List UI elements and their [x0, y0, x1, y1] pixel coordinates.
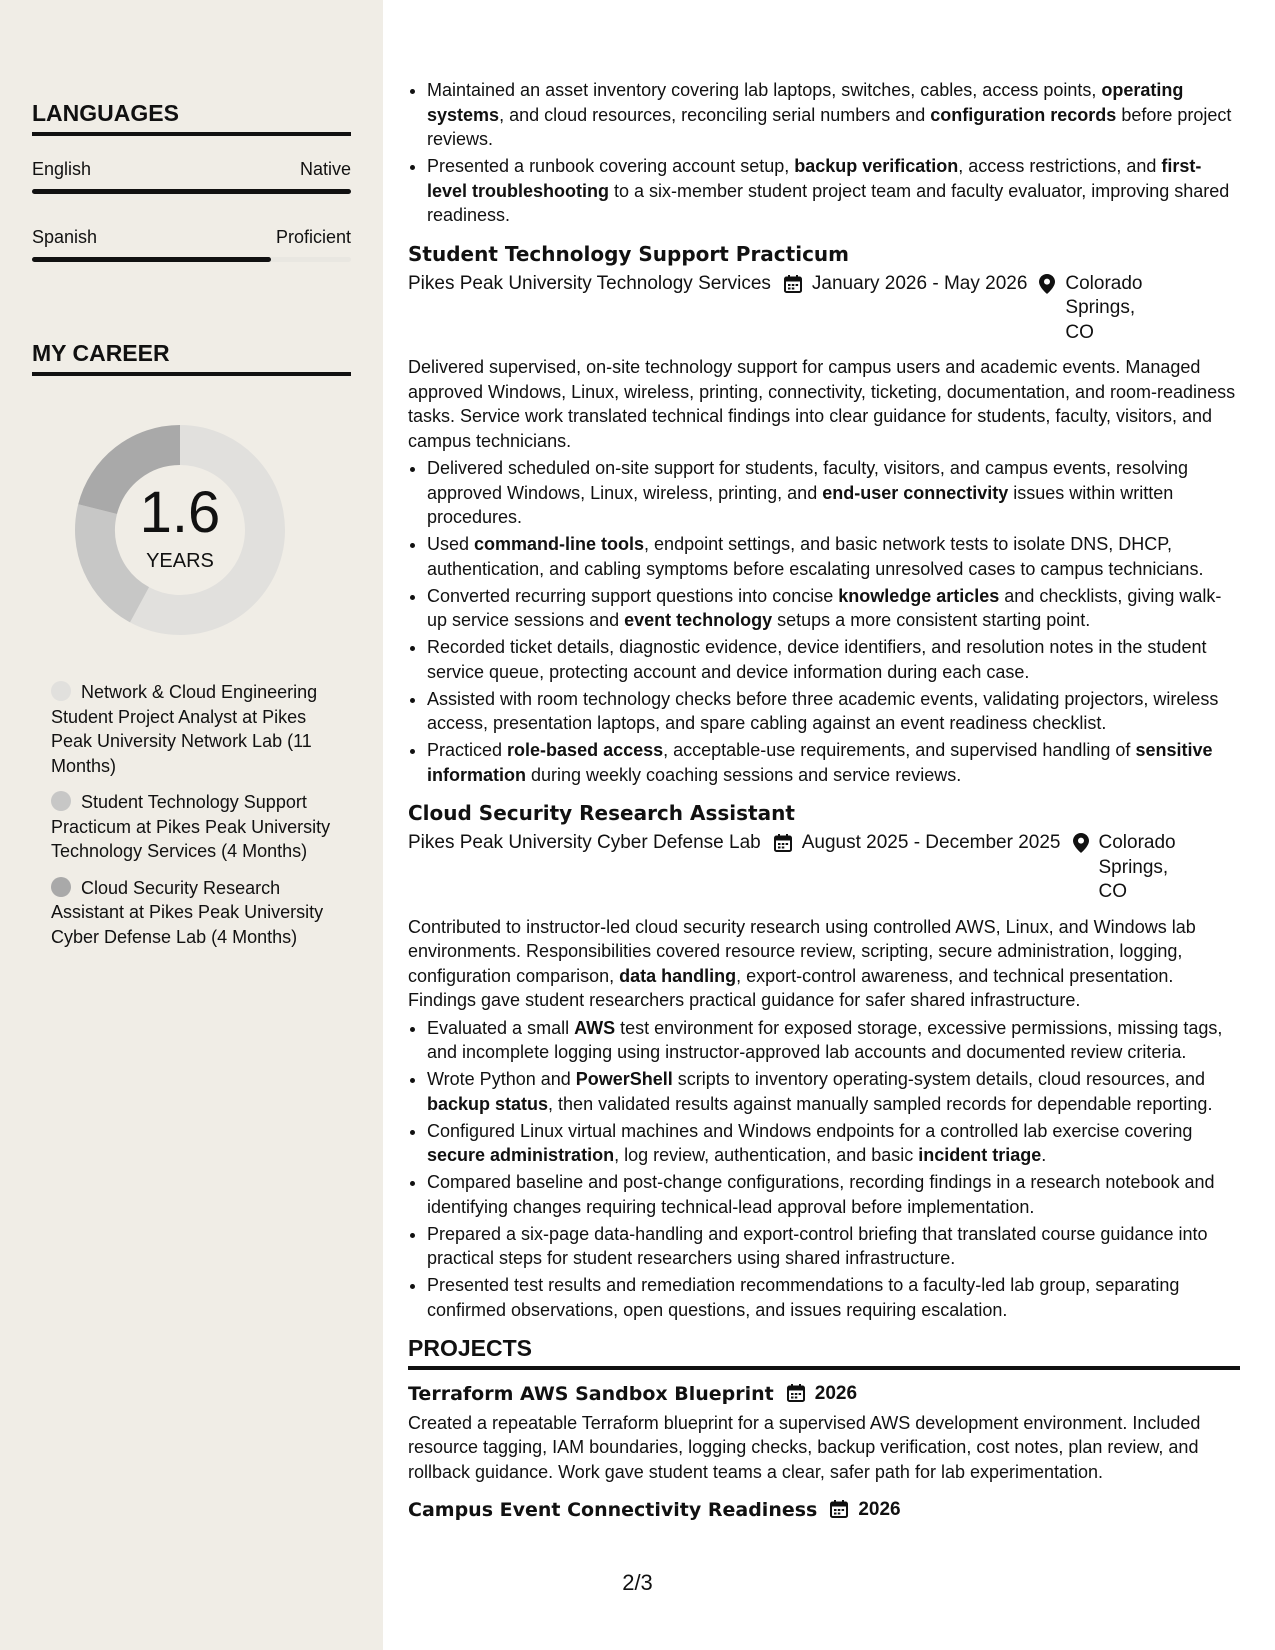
project-entry — [408, 1382, 1240, 1485]
job-location: Colorado Springs, CO — [1073, 831, 1189, 905]
project-title-row — [408, 1498, 1240, 1522]
continued-bullet-list — [408, 78, 1240, 228]
bullet-item: • Converted recurring support questions into concise knowledge articles and checklists, giving walk-up service sessions and event technology setups a more consistent starting point. — [427, 584, 1240, 633]
languages-heading: LANGUAGES — [32, 100, 351, 136]
main-content — [408, 78, 1240, 1527]
language-level: Proficient — [275, 227, 351, 247]
career-heading: MY CAREER — [32, 340, 351, 376]
job-bullet-list — [408, 1016, 1240, 1323]
job-dates: January 2026 - May 2026 — [783, 272, 1027, 346]
project-title-row — [408, 1382, 1240, 1406]
job-title: Cloud Security Research Assistant — [408, 801, 795, 825]
legend-dot-icon — [51, 877, 71, 897]
project-description: Created a repeatable Terraform blueprint for a supervised AWS development environment. Included resource tagging, IAM boundaries, logging checks, backup verification, cost notes, plan review, and rollback guidance. Work gave student teams a clear, safer path for lab experimentation. — [408, 1412, 1201, 1482]
project-name: Campus Event Connectivity Readiness — [408, 1499, 818, 1521]
job-meta — [408, 831, 1240, 905]
language-english — [32, 158, 351, 194]
projects-heading: PROJECTS — [408, 1336, 1240, 1370]
calendar-icon — [829, 1499, 849, 1519]
job-bullet-list — [408, 456, 1240, 787]
job-title: Student Technology Support Practicum — [408, 241, 850, 266]
language-name: Spanish — [32, 227, 98, 247]
bullet-item: • Presented test results and remediation recommendations to a faculty-led lab group, separating confirmed observations, open questions, and issues requiring escalation. — [427, 1273, 1240, 1322]
bullet-item: • Maintained an asset inventory covering lab laptops, switches, cables, access points, operating systems, and cloud resources, reconciling serial numbers and configuration records before project reviews. — [427, 78, 1240, 152]
calendar-icon — [786, 1383, 806, 1403]
language-name: English — [32, 159, 92, 179]
career-donut-chart — [60, 410, 300, 650]
bullet-item: • Wrote Python and PowerShell scripts to inventory operating-system details, cloud resources, and backup status, then validated results against manually sampled records for dependable reporting. — [427, 1067, 1240, 1116]
project-year: 2026 — [814, 1382, 858, 1404]
job-summary: Contributed to instructor-led cloud security research using controlled AWS, Linux, and Windows lab environments. Responsibilities covered resource review, scripting, secure administration, logging, configuration comparison, data handling, export-control awareness, and technical presentation. Findings gave student researchers practical guidance for safer shared infrastructure. — [408, 916, 1196, 1010]
job-meta — [408, 272, 1240, 346]
project-year: 2026 — [858, 1499, 901, 1520]
bullet-item: • Evaluated a small AWS test environment for exposed storage, excessive permissions, missing tags, and incomplete logging using instructor-approved lab accounts and documented review criteria. — [427, 1016, 1240, 1065]
job-summary: Delivered supervised, on-site technology support for campus users and academic events. Managed approved Windows, Linux, wireless, printing, connectivity, ticketing, documentation, and room-readiness tasks. Service work translated technical findings into clear guidance for students, faculty, visitors, and campus technicians. — [408, 357, 1236, 451]
projects-section — [408, 1336, 1240, 1522]
legend-dot-icon — [51, 681, 71, 701]
career-legend-item: Network & Cloud Engineering Student Project Analyst at Pikes Peak University Network Lab (11 Months) — [51, 682, 318, 776]
bullet-item: • Assisted with room technology checks before three academic events, validating projectors, wireless access, presentation laptops, and spare cabling against an event readiness checklist. — [427, 687, 1240, 736]
bullet-item: • Configured Linux virtual machines and Windows endpoints for a controlled lab exercise covering secure administration, log review, authentication, and basic incident triage. — [427, 1119, 1240, 1168]
bullet-item: • Compared baseline and post-change configurations, recording findings in a research notebook and identifying changes requiring technical-lead approval before implementation. — [427, 1170, 1240, 1219]
career-legend — [51, 680, 331, 961]
location-pin-icon — [1039, 274, 1055, 294]
bullet-item: • Recorded ticket details, diagnostic evidence, device identifiers, and resolution notes in the student service queue, protecting account and device information during each case. — [427, 635, 1240, 684]
career-total-unit: YEARS — [146, 550, 214, 572]
job-entry — [408, 800, 1240, 1322]
bullet-item: • Used command-line tools, endpoint settings, and basic network tests to isolate DNS, DHCP, authentication, and cabling symptoms before escalating unresolved cases to campus technicians. — [427, 532, 1240, 581]
page-number: 2/3 — [622, 1570, 653, 1595]
bullet-item: • Prepared a six-page data-handling and export-control briefing that translated course guidance into practical steps for student researchers using shared infrastructure. — [427, 1222, 1240, 1271]
job-dates: August 2025 - December 2025 — [773, 831, 1061, 905]
career-total-years: 1.6 — [139, 480, 221, 545]
bullet-item: • Presented a runbook covering account setup, backup verification, access restrictions, and first-level troubleshooting to a six-member student project team and faculty evaluator, improving shared readiness. — [427, 154, 1240, 228]
job-location: Colorado Springs, CO — [1039, 272, 1155, 346]
career-section — [32, 340, 351, 376]
project-entry — [408, 1498, 1240, 1522]
language-level-bar — [32, 257, 351, 262]
job-entry — [408, 241, 1240, 788]
project-name: Terraform AWS Sandbox Blueprint — [408, 1382, 774, 1405]
language-level-bar — [32, 189, 351, 194]
languages-section — [32, 100, 351, 262]
sidebar — [0, 0, 383, 1650]
bullet-item: • Delivered scheduled on-site support for students, faculty, visitors, and campus events, resolving approved Windows, Linux, wireless, printing, and end-user connectivity issues within written procedures. — [427, 456, 1240, 530]
location-pin-icon — [1073, 833, 1089, 853]
job-company: Pikes Peak University Technology Services — [408, 272, 771, 294]
career-legend-item: Student Technology Support Practicum at Pikes Peak University Technology Services (4 Months) — [51, 792, 331, 861]
bullet-item: • Practiced role-based access, acceptable-use requirements, and supervised handling of sensitive information during weekly coaching sessions and service reviews. — [427, 738, 1240, 787]
legend-dot-icon — [51, 791, 71, 811]
career-legend-item: Cloud Security Research Assistant at Pikes Peak University Cyber Defense Lab (4 Months) — [51, 877, 324, 947]
calendar-icon — [773, 833, 793, 853]
calendar-icon — [783, 274, 803, 294]
job-company: Pikes Peak University Cyber Defense Lab — [408, 832, 761, 853]
language-level: Native — [299, 159, 351, 179]
language-spanish — [32, 226, 351, 262]
